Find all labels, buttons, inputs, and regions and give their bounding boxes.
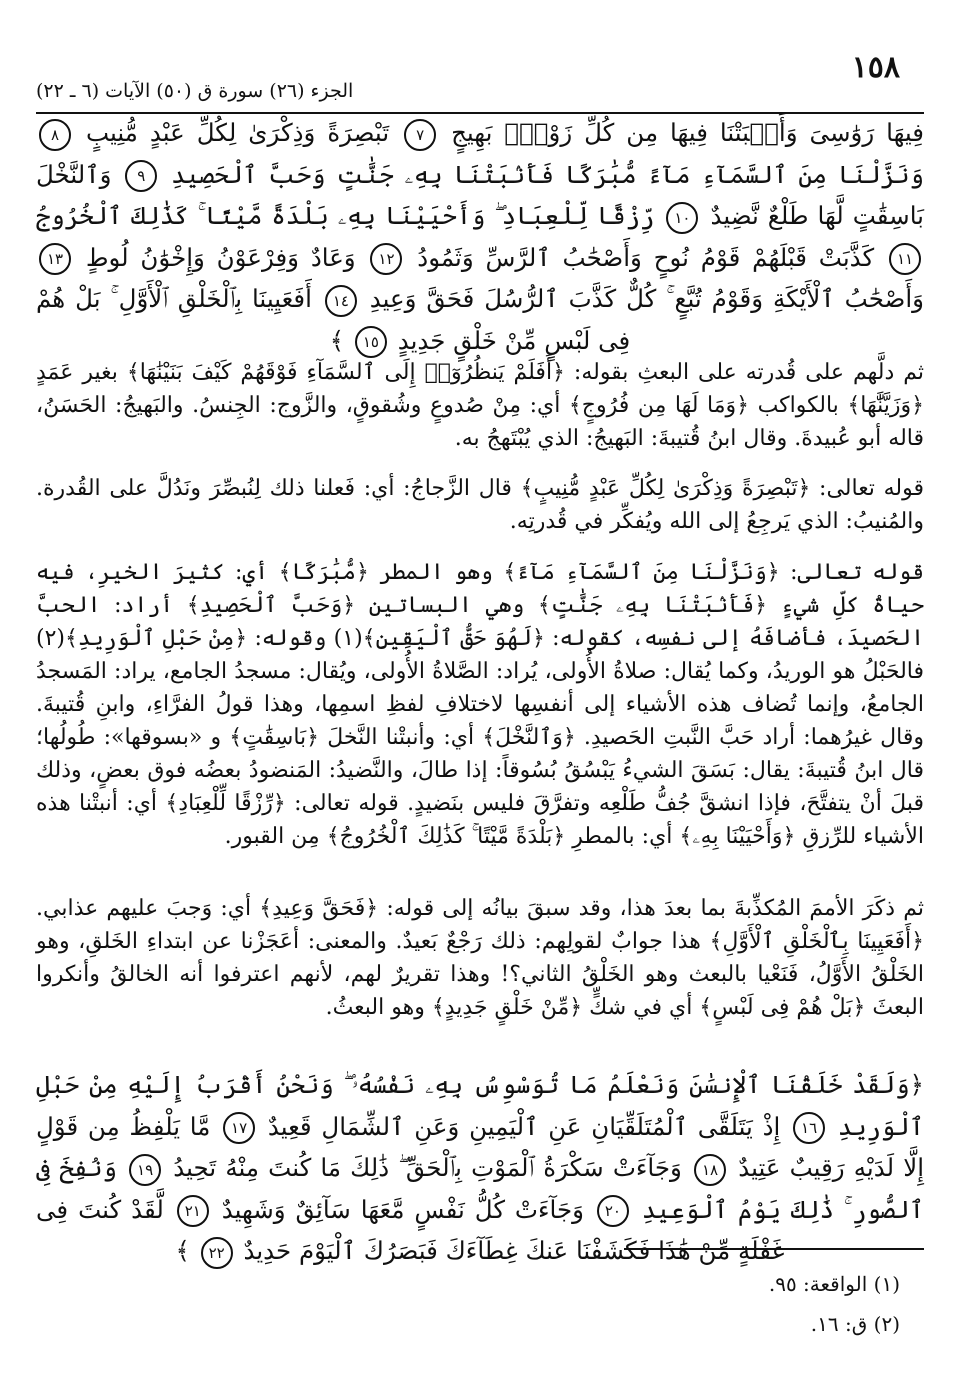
ayah-number-marker: ١٧: [223, 1112, 255, 1144]
verse-text: وَنَزَّلْنَا مِنَ ٱلسَّمَآءِ مَآءً مُّبَٰرَكًا فَأَنۢبَتْنَا بِهِۦ جَنَّٰتٍ وَحَبَّ ٱلْحَصِيدِ: [171, 159, 924, 189]
quran-verses-6-15: [36, 112, 924, 361]
ayah-number-marker: ١١: [889, 243, 921, 275]
ayah-number-marker: ٢٢: [201, 1237, 233, 1269]
ayah-number-marker: ١٨: [694, 1154, 726, 1186]
verse-text: وَأَصْحَٰبُ ٱلْأَيْكَةِ وَقَوْمُ تُبَّعٍ ۚ كُلٌّ كَذَّبَ ٱلرُّسُلَ فَحَقَّ وَعِيدِ: [369, 284, 924, 313]
verse-text: وَجَآءَتْ كُلُّ نَفْسٍ مَّعَهَا سَآئِقٌ وَشَهِيدٌ: [221, 1194, 584, 1224]
ayah-number-marker: ١٥: [355, 326, 387, 358]
verse-text: وَعَادٌ وَفِرْعَوْنُ وَإِخْوَٰنُ لُوطٍ: [85, 242, 356, 272]
verse-text: لَّقَدْ كُنتَ فِى غَفْلَةٍ مِّنْ هَٰذَا فَكَشَفْنَا عَنكَ غِطَآءَكَ فَبَصَرُكَ ٱلْيَوْمَ حَدِيدٌ: [36, 1194, 785, 1265]
running-title: الجزء (٢٦) سورة ق (٥٠) الآيات (٦ ـ ٢٢): [36, 80, 354, 102]
verse-text: ﴾: [329, 325, 345, 355]
ayah-number-marker: ٨: [39, 119, 71, 151]
commentary-paragraph-2: قوله تعالى: ﴿تَبْصِرَةً وَذِكْرَىٰ لِكُلِّ عَبْدٍ مُّنِيبٍ﴾ قال الزَّجاجُ: أي: فَعلنا ذلك لِنُبصِّرَ ونَدُلَّ على القُدرة. والمُنيبُ: الذي يَرجِعُ إلى الله ويُفكِّر في قُدرتِه.: [36, 476, 924, 534]
verse-segments-2: [36, 1070, 924, 1265]
book-page: [36, 40, 924, 1370]
commentary-paragraph-1: ثم دلَّهم على قُدرته على البعثِ بقوله: ﴿أَفَلَمْ يَنظُرُوٓا۟ إِلَى ٱلسَّمَآءِ فَوْقَهُمْ كَيْفَ بَنَيْنَٰهَا﴾ بغير عَمَدٍ ﴿وَزَيَّنَّٰهَا﴾ بالكواكب ﴿وَمَا لَهَا مِن فُرُوجٍ﴾ أي: مِنْ صُدوعٍ وشُقوقٍ، والزَّوج: الجِنسُ. والبَهيجُ: الحَسَنُ، قاله أبو عُبيدةَ. وقال ابنُ قُتيبةَ: البَهيجُ: الذي يُبْتَهجُ به.: [36, 360, 924, 451]
ayah-number-marker: ١٩: [129, 1154, 161, 1186]
verse-text: وَٱلنَّخْلَ بَاسِقَٰتٍ لَّهَا طَلْعٌ نَّضِيدٌ: [36, 159, 924, 230]
ayah-number-marker: ١٣: [39, 243, 71, 275]
verse-text: إِذْ يَتَلَقَّى ٱلْمُتَلَقِّيَانِ عَنِ ٱلْيَمِينِ وَعَنِ ٱلشِّمَالِ قَعِيدٌ: [267, 1111, 781, 1141]
footnote-rule: [624, 1248, 924, 1250]
commentary-paragraph-3: قوله تعالى: ﴿وَنَزَّلْنَا مِنَ ٱلسَّمَآءِ مَآءً﴾ وهو المطر ﴿مُّبَٰرَكًا﴾ أي: كثيرَ الخيرِ، فيه حياةُ كلِّ شيءٍ ﴿فَأَنۢبَتْنَا بِهِۦ جَنَّٰتٍ﴾ وهي البساتين ﴿وَحَبَّ ٱلْحَصِيدِ﴾ أراد: الحبَّ الحَصيدَ، فأضافَهُ إلى نفسِه، كقوله: ﴿لَهُوَ حَقُّ ٱلْيَقِينِ﴾(١) وقوله: ﴿مِنْ حَبْلِ ٱلْوَرِيدِ﴾(٢) فالحَبْلُ هو الوريدُ، وكما يُقال: صلاةُ الأُولى، يُراد: الصَّلاةُ الأُولى، ويُقال: مسجدُ الجامع، يراد: المَسجدُ الجامعُ، وإنما تُضاف هذه الأشياء إلى أنفسِها لاختلافِ لفظِ اسمِها، وهذا قولُ الفرَّاءِ، وابنِ قُتيبةَ. وقال غيرُهما: أراد حَبَّ النَّبتِ الحَصيدِ. ﴿وَٱلنَّخْلَ﴾ أي: وأنبتْنا النَّخلَ ﴿بَاسِقَٰتٍ﴾ و «بسوقها»: طُولُها؛ قال ابنُ قُتيبةَ: يقال: بَسَقَ الشيءُ يَبْسُقُ بُسُوقاً: إذا طالَ، والنَّضيدُ: المَنضودُ بعضُه فوق بعضٍ، وذلك قبلَ أنْ يتفتَّحَ، فإذا انشقَّ جُفُّ طَلْعِه وتفرَّقَ فليس بنَضيدٍ. قوله تعالى: ﴿رِّزْقًا لِّلْعِبَادِ﴾ أي: أنبتْنا هذه الأشياء للرِّزقِ ﴿وَأَحْيَيْنَا بِهِۦ﴾ أي: بالمطرِ ﴿بَلْدَةً مَّيْتًا ۚ كَذَٰلِكَ ٱلْخُرُوجُ﴾ مِن القبور.: [36, 560, 924, 849]
ayah-number-marker: ١٤: [325, 285, 357, 317]
commentary-paragraph-4: ثم ذكَرَ الأممَ المُكذِّبةَ بما بعدَ هذا، وقد سبقَ بيانُه إلى قوله: ﴿فَحَقَّ وَعِيدِ﴾ أي: وَجبَ عليهم عذابي. ﴿أَفَعَيِينَا بِٱلْخَلْقِ ٱلْأَوَّلِ﴾ هذا جوابٌ لقولِهم: ذلك رَجْعٌ بَعيدٌ. والمعنى: أعَجَزْنا عن ابتداءِ الخَلقِ، وهو الخَلْقُ الأَوَّلُ، فَنَعْيا بالبعث وهو الخَلْقُ الثاني؟! وهذا تقريرٌ لهم، لأنهم اعترفوا أنه الخالقُ وأنكروا البعثَ ﴿بَلْ هُمْ فِى لَبْسٍ﴾ أي في شكٍّ ﴿مِّنْ خَلْقٍ جَدِيدٍ﴾ وهو البعثُ.: [36, 896, 924, 1020]
ayah-number-marker: ٢٠: [597, 1195, 629, 1227]
quran-verses-16-22: [36, 1064, 924, 1272]
footnote-text: الواقعة: ٩٥.: [768, 1272, 868, 1296]
footnote-marker: (٢): [873, 1312, 900, 1336]
ayah-number-marker: ٢١: [177, 1195, 209, 1227]
verse-text: أَفَعَيِينَا بِٱلْخَلْقِ ٱلْأَوَّلِ ۚ بَلْ هُمْ فِى لَبْسٍ مِّنْ خَلْقٍ جَدِيدٍ: [36, 284, 631, 355]
verse-text: فِيهَا رَوَٰسِىَ وَأَنۢبَتْنَا فِيهَا مِن كُلِّ زَوْجٍۭ بَهِيجٍ: [451, 118, 924, 147]
page-header: [36, 50, 924, 102]
verse-text: وَنُفِخَ فِى ٱلصُّورِ ۚ ذَٰلِكَ يَوْمُ ٱلْوَعِيدِ: [36, 1153, 924, 1224]
ayah-number-marker: ١٢: [370, 243, 402, 275]
ayah-number-marker: ١٠: [666, 202, 698, 234]
footnotes: [36, 1264, 924, 1344]
footnote-marker: (١): [873, 1272, 900, 1296]
verse-segments-1: [36, 118, 924, 355]
footnote-2: [36, 1304, 924, 1344]
verse-text: مَّا يَلْفِظُ مِن قَوْلٍ إِلَّا لَدَيْهِ رَقِيبٌ عَتِيدٌ: [36, 1111, 924, 1182]
ayah-number-marker: ١٦: [793, 1112, 825, 1144]
verse-text: تَبْصِرَةً وَذِكْرَىٰ لِكُلِّ عَبْدٍ مُّنِيبٍ: [85, 118, 390, 147]
verse-text: كَذَّبَتْ قَبْلَهُمْ قَوْمُ نُوحٍ وَأَصْحَٰبُ ٱلرَّسِّ وَثَمُودُ: [417, 242, 875, 272]
page-number: ١٥٨: [851, 50, 900, 85]
ayah-number-marker: ٩: [125, 160, 157, 192]
ayah-number-marker: ٧: [404, 119, 436, 151]
footnote-text: ق: ١٦.: [810, 1312, 868, 1336]
verse-text: ﴿وَلَقَدْ خَلَقْنَا ٱلْإِنسَٰنَ وَنَعْلَمُ مَا تُوَسْوِسُ بِهِۦ نَفْسُهُۥ ۖ وَنَحْنُ أَقْرَبُ إِلَيْهِ مِنْ حَبْلِ ٱلْوَرِيدِ: [36, 1070, 924, 1141]
footnote-1: [36, 1264, 924, 1304]
verse-text: رِّزْقًا لِّلْعِبَادِ ۖ وَأَحْيَيْنَا بِهِۦ بَلْدَةً مَّيْتًا ۚ كَذَٰلِكَ ٱلْخُرُوجُ: [36, 201, 655, 230]
verse-text: ﴾: [175, 1236, 190, 1265]
verse-text: وَجَآءَتْ سَكْرَةُ ٱلْمَوْتِ بِٱلْحَقِّ ۖ ذَٰلِكَ مَا كُنتَ مِنْهُ تَحِيدُ: [173, 1153, 682, 1182]
